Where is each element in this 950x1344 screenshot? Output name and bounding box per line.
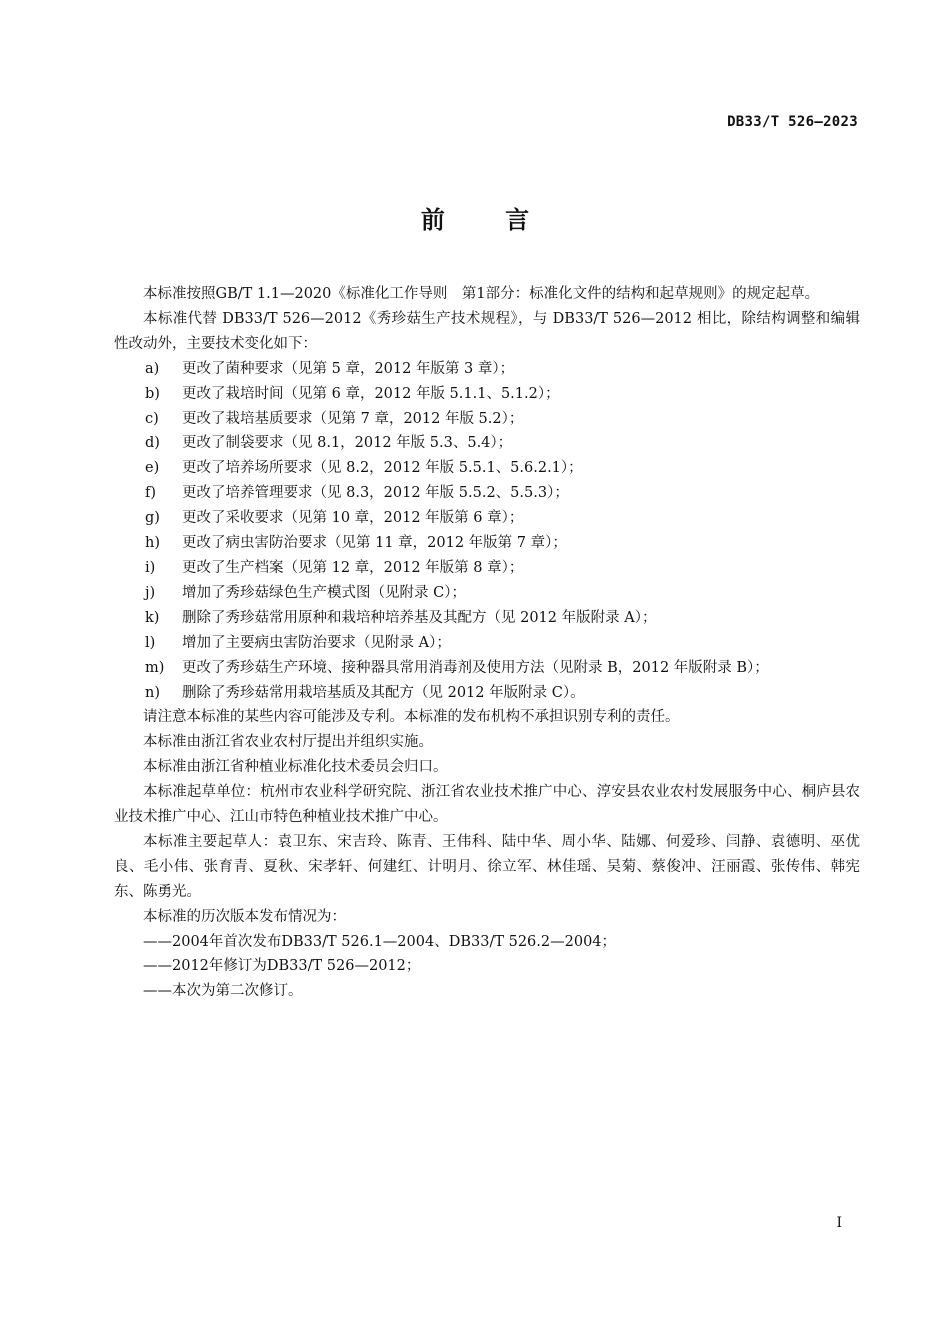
list-item-text: 更改了生产档案（见第 12 章，2012 年版第 8 章）； [182,559,524,576]
changes-list [114,357,860,706]
list-item-text: 更改了制袋要求（见 8.1，2012 年版 5.3、5.4）； [182,435,513,452]
list-item [114,382,860,407]
list-marker: n) [145,684,160,701]
list-marker: d) [145,435,160,452]
list-marker: a) [145,360,160,377]
list-item-text: 更改了菌种要求（见第 5 章，2012 年版第 3 章）； [182,360,515,377]
list-item-text: 增加了秀珍菇绿色生产模式图（见附录 C）； [182,584,466,601]
list-item [114,681,860,706]
patent-notice: 请注意本标准的某些内容可能涉及专利。本标准的发布机构不承担识别专利的责任。 [143,709,680,726]
list-item-text: 更改了栽培基质要求（见第 7 章，2012 年版 5.2）； [182,410,524,427]
list-item [114,631,860,656]
list-item [114,431,860,456]
list-item [114,506,860,531]
list-item [114,556,860,581]
list-marker: l) [145,634,156,651]
centralizer-statement: 本标准由浙江省种植业标准化技术委员会归口。 [143,759,448,776]
list-item-text: 更改了栽培时间（见第 6 章，2012 年版 5.1.1、5.1.2）； [182,385,560,402]
history-item: ——2012年修订为DB33/T 526—2012； [143,958,421,975]
history-intro: 本标准的历次版本发布情况为： [143,908,346,925]
history-item: ——2004年首次发布DB33/T 526.1—2004、DB33/T 526.2—2004； [143,933,617,950]
list-item-text: 更改了培养管理要求（见 8.3，2012 年版 5.5.2、5.5.3）； [182,485,569,502]
drafters: 本标准主要起草人：袁卫东、宋吉玲、陈青、王伟科、陆中华、周小华、陆娜、何爱珍、闫静、袁德明、巫优良、毛小伟、张育青、夏秋、宋孝轩、何建红、计明月、徐立军、林佳瑶、吴菊、蔡俊冲、汪丽霞、张传伟、韩宪东、陈勇光。 [114,833,860,900]
list-item-text: 删除了秀珍菇常用原种和栽培种培养基及其配方（见 2012 年版附录 A）； [182,609,657,626]
list-item-text: 更改了培养场所要求（见 8.2，2012 年版 5.5.1、5.6.2.1）； [182,460,583,477]
list-item [114,656,860,681]
list-marker: k) [145,609,160,626]
list-item [114,407,860,432]
list-marker: i) [145,559,156,576]
list-marker: j) [145,584,156,601]
list-item [114,606,860,631]
page-number: I [836,1215,842,1231]
list-item-text: 增加了主要病虫害防治要求（见附录 A）； [182,634,451,651]
list-marker: f) [145,485,157,502]
list-item-text: 删除了秀珍菇常用栽培基质及其配方（见 2012 年版附录 C）。 [182,684,585,701]
list-marker: b) [145,385,160,402]
list-item [114,531,860,556]
intro-paragraph-drafting-rules: 本标准按照GB/T 1.1—2020《标准化工作导则 第1部分：标准化文件的结构和起草规则》的规定起草。 [143,286,820,302]
standard-code: DB33/T 526—2023 [727,114,858,130]
list-item-text: 更改了病虫害防治要求（见第 11 章，2012 年版第 7 章）； [182,535,567,552]
list-item [114,456,860,481]
list-marker: m) [145,659,165,676]
document-body [114,282,860,1004]
list-item-text: 更改了秀珍菇生产环境、接种器具常用消毒剂及使用方法（见附录 B，2012 年版附录 B）； [182,659,769,676]
list-item [114,481,860,506]
history-item: ——本次为第二次修订。 [143,983,303,1000]
proposer-statement: 本标准由浙江省农业农村厅提出并组织实施。 [143,734,433,751]
drafting-units: 本标准起草单位：杭州市农业科学研究院、浙江省农业技术推广中心、淳安县农业农村发展服务中心、桐庐县农业技术推广中心、江山市特色种植业技术推广中心。 [114,784,860,826]
list-item-text: 更改了采收要求（见第 10 章，2012 年版第 6 章）； [182,510,524,527]
list-marker: c) [145,410,159,427]
list-marker: g) [145,510,160,527]
page-title: 前 言 [420,206,556,234]
intro-paragraph-replacement: 本标准代替 DB33/T 526—2012《秀珍菇生产技术规程》，与 DB33/T 526—2012 相比，除结构调整和编辑性改动外，主要技术变化如下： [114,310,860,352]
list-marker: e) [145,460,160,477]
list-marker: h) [145,535,160,552]
list-item [114,357,860,382]
list-item [114,581,860,606]
